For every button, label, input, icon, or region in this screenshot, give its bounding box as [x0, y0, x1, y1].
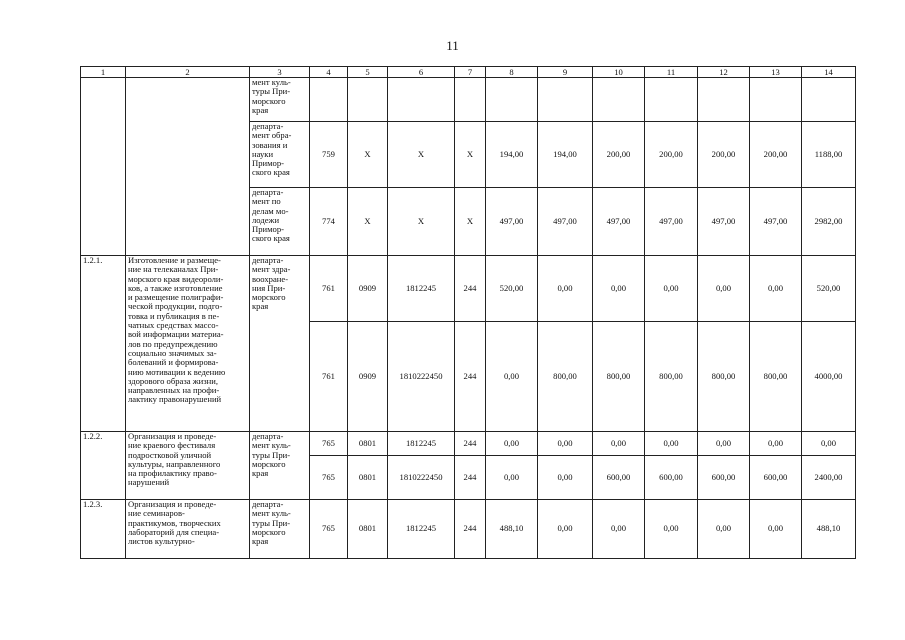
table-cell: 200,00 — [593, 122, 645, 188]
table-cell: 244 — [455, 256, 486, 322]
table-cell: 0,00 — [698, 432, 750, 456]
executor-cell: департа- мент куль- туры При- морского края — [250, 500, 310, 559]
header-cell: 2 — [126, 67, 250, 78]
header-cell: 3 — [250, 67, 310, 78]
header-cell: 13 — [750, 67, 802, 78]
table-cell: 800,00 — [538, 322, 593, 432]
table-cell — [538, 78, 593, 122]
table-cell: 0,00 — [593, 432, 645, 456]
table-cell: 0,00 — [645, 432, 698, 456]
table-cell: X — [388, 122, 455, 188]
table-cell: 200,00 — [750, 122, 802, 188]
table-cell: 0801 — [348, 500, 388, 559]
item-number-cell: 1.2.3. — [81, 500, 126, 559]
table-cell: 0,00 — [645, 500, 698, 559]
table-cell: X — [348, 188, 388, 256]
table-cell: 4000,00 — [802, 322, 856, 432]
table-cell — [388, 78, 455, 122]
item-description-cell: Организация и проведе- ние семинаров- практикумов, творческих лабораторий для специа- листов культурно- — [126, 500, 250, 559]
budget-table — [80, 66, 856, 559]
table-cell — [802, 78, 856, 122]
table-cell: 497,00 — [645, 188, 698, 256]
table-cell: 800,00 — [645, 322, 698, 432]
item-description-cell: Организация и проведе- ние краевого фестиваля подростковой уличной культуры, направленного на профилактику право- нарушений — [126, 432, 250, 500]
header-cell: 9 — [538, 67, 593, 78]
table-cell: 600,00 — [750, 456, 802, 500]
table-cell: 800,00 — [750, 322, 802, 432]
table-cell — [750, 78, 802, 122]
table-cell: 520,00 — [802, 256, 856, 322]
header-cell: 1 — [81, 67, 126, 78]
table-row — [81, 256, 856, 322]
table-cell: 497,00 — [750, 188, 802, 256]
table-cell: 1810222450 — [388, 456, 455, 500]
table-cell: 0801 — [348, 432, 388, 456]
table-cell: 497,00 — [698, 188, 750, 256]
table-cell: 765 — [310, 456, 348, 500]
table-cell: 0,00 — [750, 256, 802, 322]
header-cell: 7 — [455, 67, 486, 78]
table-cell: 1812245 — [388, 256, 455, 322]
table-cell: 194,00 — [538, 122, 593, 188]
executor-cell: мент куль- туры При- морского края — [250, 78, 310, 122]
table-cell — [310, 78, 348, 122]
table-cell: 2982,00 — [802, 188, 856, 256]
header-cell: 4 — [310, 67, 348, 78]
table-cell: 0,00 — [486, 322, 538, 432]
table-cell: 244 — [455, 456, 486, 500]
table-cell: 0,00 — [486, 456, 538, 500]
executor-cell: департа- мент по делам мо- лодежи Примор- ского края — [250, 188, 310, 256]
table-cell — [698, 78, 750, 122]
table-cell — [455, 78, 486, 122]
table-cell: 200,00 — [645, 122, 698, 188]
page-number: 11 — [446, 38, 459, 53]
table-cell: 0,00 — [750, 500, 802, 559]
table-cell: 0,00 — [538, 432, 593, 456]
table-cell: 0,00 — [593, 500, 645, 559]
table-cell: 0,00 — [538, 500, 593, 559]
table-cell: 0,00 — [593, 256, 645, 322]
table-cell: 0,00 — [802, 432, 856, 456]
table-cell: 244 — [455, 322, 486, 432]
executor-cell: департа- мент куль- туры При- морского края — [250, 432, 310, 500]
table-cell — [645, 78, 698, 122]
table-cell: 0,00 — [750, 432, 802, 456]
executor-cell: департа- мент обра- зования и науки Примор- ского края — [250, 122, 310, 188]
table-cell: 0,00 — [538, 456, 593, 500]
table-cell: 2400,00 — [802, 456, 856, 500]
item-description-cell — [126, 78, 250, 256]
table-cell: 488,10 — [486, 500, 538, 559]
header-cell: 14 — [802, 67, 856, 78]
table-row — [81, 432, 856, 456]
table-cell: 497,00 — [486, 188, 538, 256]
executor-cell: департа- мент здра- воохране- ния При- морского края — [250, 256, 310, 432]
table-cell — [486, 78, 538, 122]
table-cell: 0,00 — [698, 500, 750, 559]
table-cell: X — [388, 188, 455, 256]
header-cell: 6 — [388, 67, 455, 78]
table-cell: 488,10 — [802, 500, 856, 559]
table-cell: 497,00 — [593, 188, 645, 256]
table-cell: 1810222450 — [388, 322, 455, 432]
table-cell: 244 — [455, 500, 486, 559]
table-cell: 200,00 — [698, 122, 750, 188]
table-cell: 600,00 — [698, 456, 750, 500]
table-cell: 0,00 — [645, 256, 698, 322]
table-cell: 761 — [310, 256, 348, 322]
table-cell: 765 — [310, 500, 348, 559]
table-cell: 244 — [455, 432, 486, 456]
table-cell: 800,00 — [698, 322, 750, 432]
table-cell: 800,00 — [593, 322, 645, 432]
table-cell: 1188,00 — [802, 122, 856, 188]
table-cell: 0,00 — [698, 256, 750, 322]
item-number-cell — [81, 78, 126, 256]
table-row — [81, 78, 856, 122]
table-cell: X — [455, 188, 486, 256]
table-cell: 761 — [310, 322, 348, 432]
table-cell: 1812245 — [388, 500, 455, 559]
table-cell: 497,00 — [538, 188, 593, 256]
table-cell: 600,00 — [593, 456, 645, 500]
table-cell: 0909 — [348, 322, 388, 432]
table-cell: 520,00 — [486, 256, 538, 322]
header-row — [81, 67, 856, 78]
item-description-cell: Изготовление и размеще- ние на телеканалах При- морского края видеороли- ков, а также изготовление и размещение полиграфи- ческой продукции, подго- товка и публикация в пе- чатных средствах массо- вой информации материа- лов по предупреждению социально значимых за- болеваний и формирова- нию мотивации к ведению здорового образа жизни, направленных на профи- лактику правонарушений — [126, 256, 250, 432]
header-cell: 11 — [645, 67, 698, 78]
table-cell: 194,00 — [486, 122, 538, 188]
table-cell: X — [455, 122, 486, 188]
table-cell: X — [348, 122, 388, 188]
table-cell: 600,00 — [645, 456, 698, 500]
table-cell — [348, 78, 388, 122]
table-cell — [593, 78, 645, 122]
table-cell: 0,00 — [486, 432, 538, 456]
header-cell: 8 — [486, 67, 538, 78]
table-cell: 765 — [310, 432, 348, 456]
table-row — [81, 500, 856, 559]
header-cell: 10 — [593, 67, 645, 78]
header-cell: 12 — [698, 67, 750, 78]
table-cell: 0909 — [348, 256, 388, 322]
table-cell: 0,00 — [538, 256, 593, 322]
table-cell: 1812245 — [388, 432, 455, 456]
table-cell: 759 — [310, 122, 348, 188]
table-cell: 0801 — [348, 456, 388, 500]
header-cell: 5 — [348, 67, 388, 78]
item-number-cell: 1.2.1. — [81, 256, 126, 432]
table-cell: 774 — [310, 188, 348, 256]
item-number-cell: 1.2.2. — [81, 432, 126, 500]
